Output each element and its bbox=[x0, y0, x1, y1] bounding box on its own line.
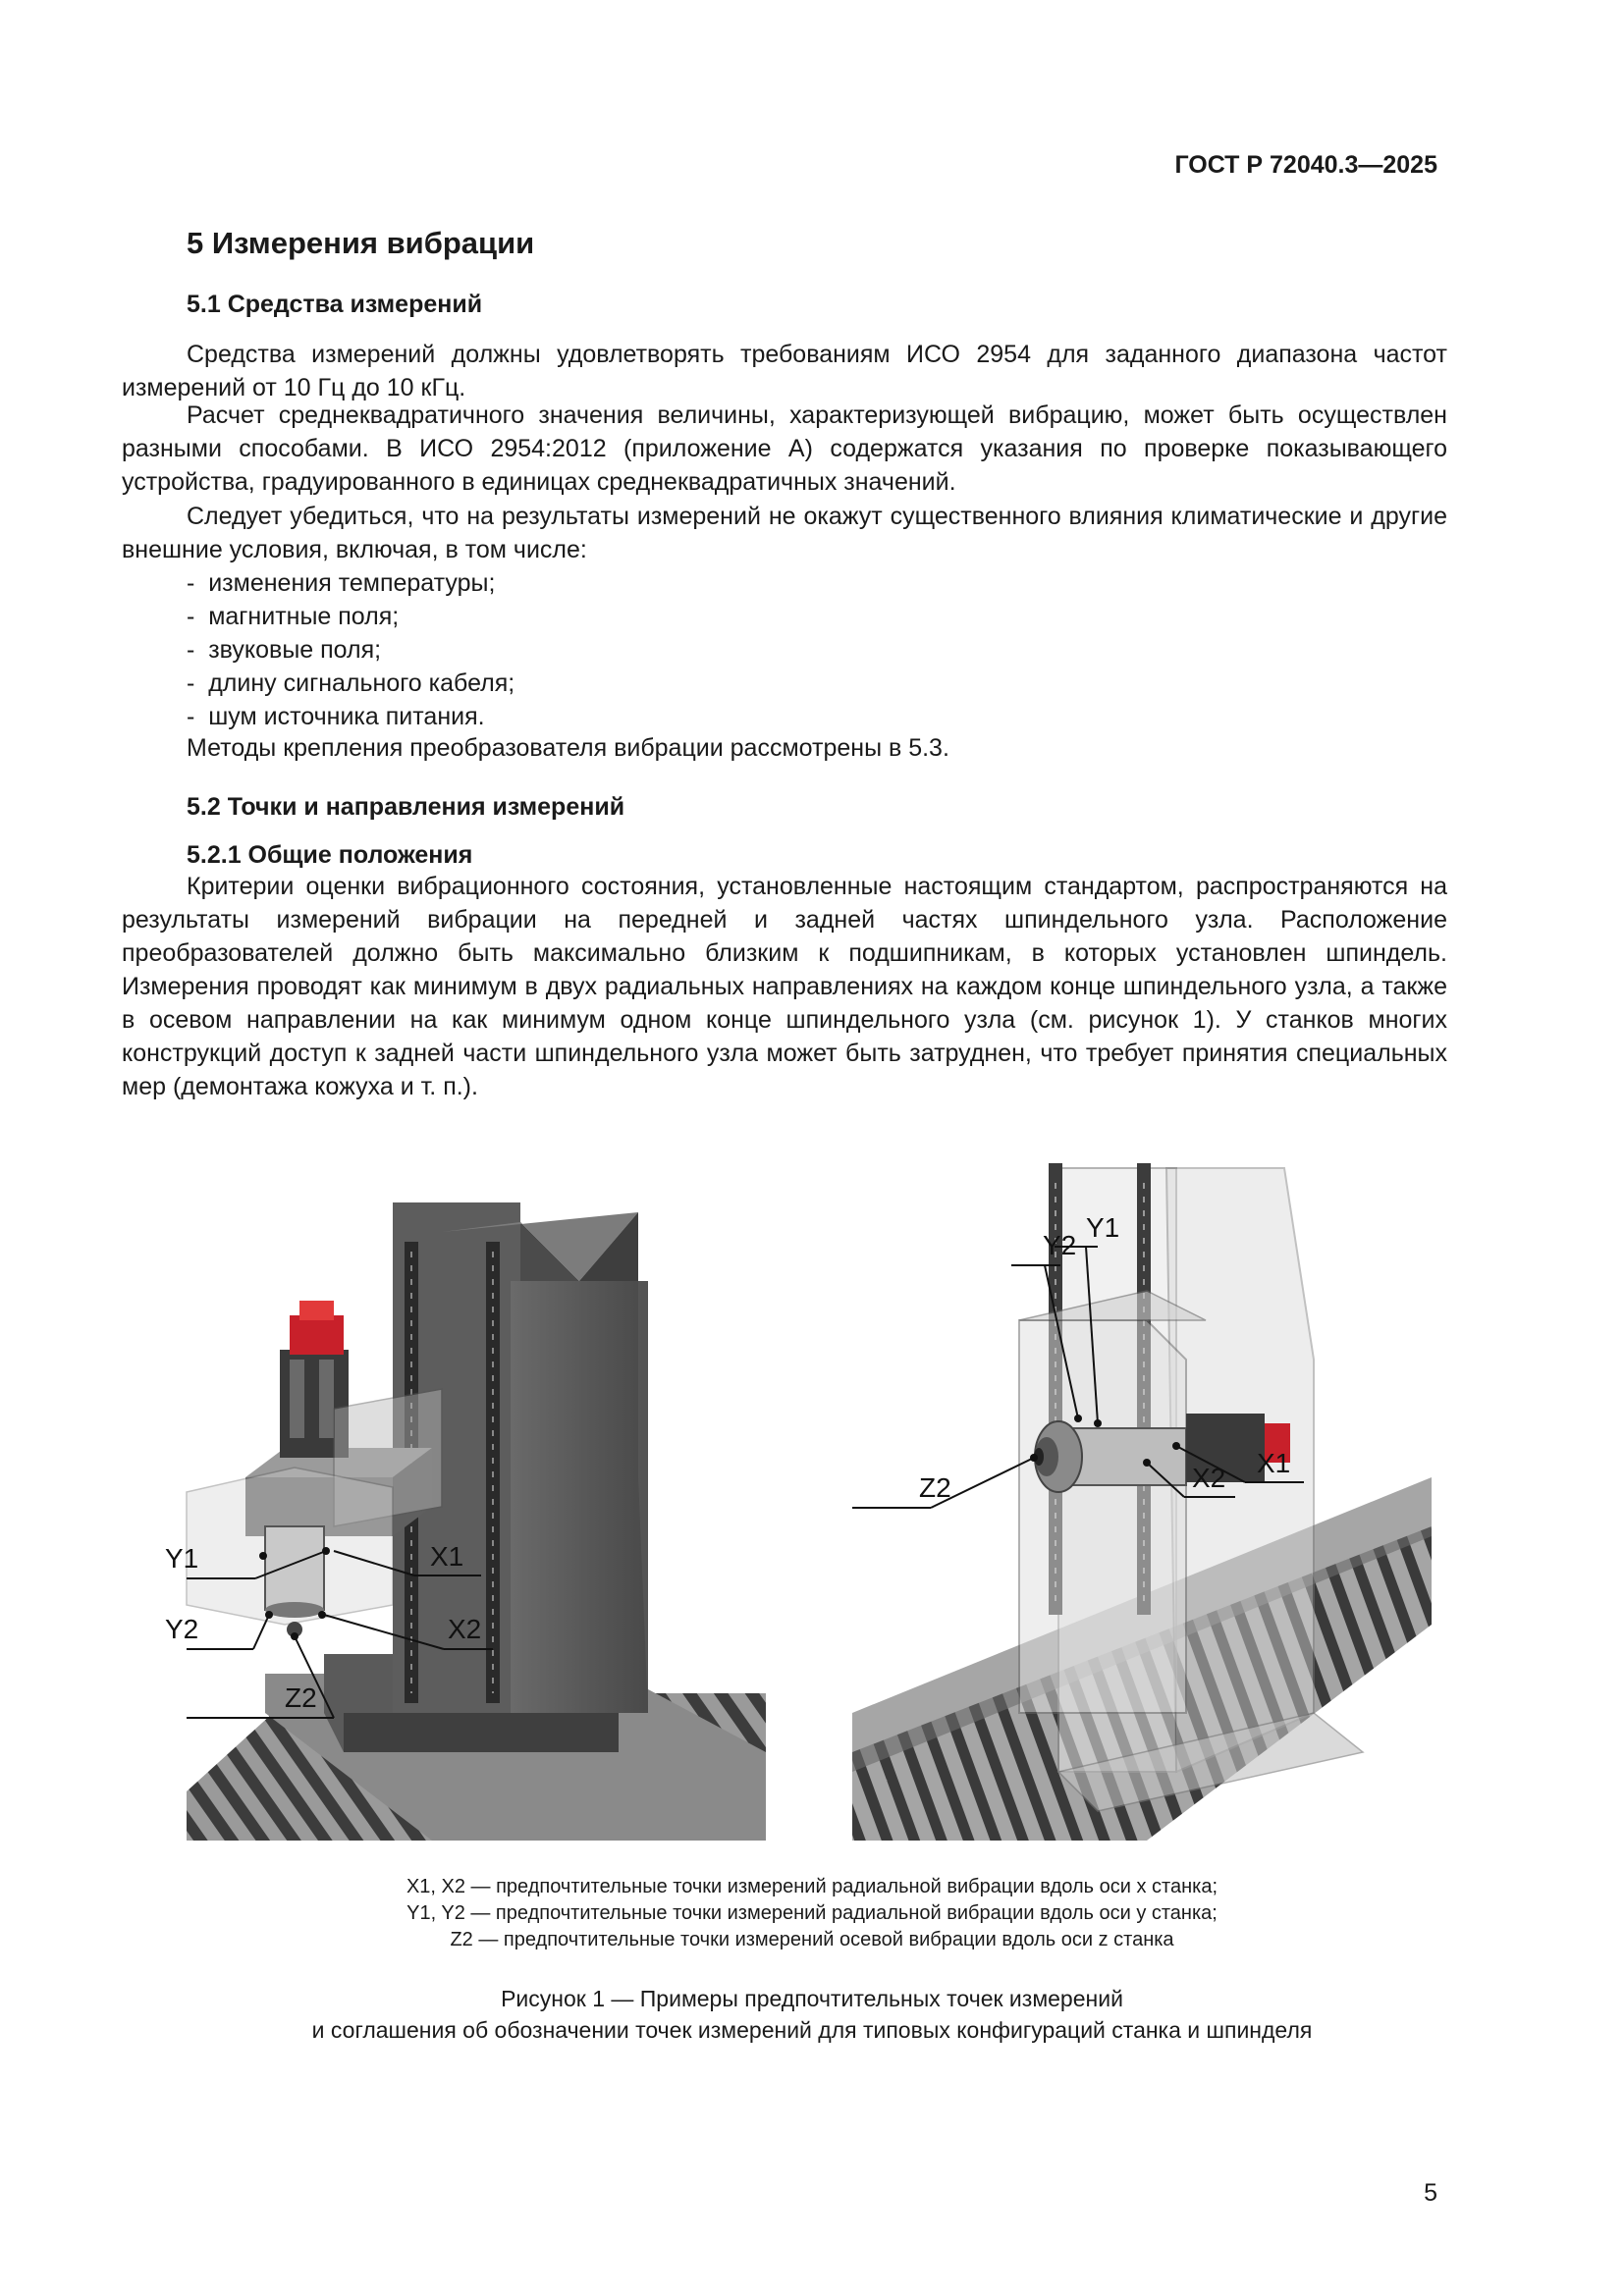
list-item: - длину сигнального кабеля; bbox=[187, 667, 514, 700]
label-y1-right: Y1 bbox=[1086, 1212, 1120, 1243]
subsection-5-2-1-title: 5.2.1 Общие положения bbox=[187, 841, 473, 869]
subsection-5-2-title: 5.2 Точки и направления измерений bbox=[187, 793, 625, 821]
label-x1-right: X1 bbox=[1257, 1448, 1291, 1478]
label-y1-left: Y1 bbox=[165, 1543, 199, 1574]
label-y2-right: Y2 bbox=[1043, 1230, 1077, 1260]
spindle-carriage bbox=[1019, 1320, 1186, 1713]
paragraph-5-1-4: Методы крепления преобразователя вибрации рассмотрены в 5.3. bbox=[187, 734, 949, 762]
paragraph-5-2-1: Критерии оценки вибрационного состояния, установленные настоящим стандартом, распространяются на результаты измерений вибрации на передней и задней частях шпиндельного узла. Расположение преобразователей должно быть максимально близким к подшипникам, в которых установлен шпиндель. Измерения проводят как минимум в двух радиальных направлениях на каждом конце шпиндельного узла, а также в осевом направлении на как минимум одном конце шпиндельного узла (см. рисунок 1). У станков многих конструкций доступ к задней части шпиндельного узла может быть затруднен, что требует принятия специальных мер (демонтажа кожуха и т. п.). bbox=[122, 873, 1447, 1100]
paragraph-5-1-3: Следует убедиться, что на результаты измерений не окажут существенного влияния климатические и другие внешние условия, включая, в том числе: bbox=[122, 503, 1447, 563]
figure-legend bbox=[0, 1874, 1624, 1953]
caption-line-2: и соглашения об обозначении точек измерений для типовых конфигураций станка и шпинделя bbox=[311, 2017, 1313, 2043]
document-code-header: ГОСТ Р 72040.3—2025 bbox=[1174, 151, 1437, 179]
machine-illustration-left bbox=[165, 1163, 766, 1841]
paragraph-5-1-2: Расчет среднеквадратичного значения величины, характеризующей вибрацию, может быть осуществлен разными способами. В ИСО 2954:2012 (приложение А) содержатся указания по проверке показывающего устройства, градуированного в единицах среднеквадратичных значений. bbox=[122, 401, 1447, 496]
list-item: - магнитные поля; bbox=[187, 600, 514, 633]
caption-line-1: Рисунок 1 — Примеры предпочтительных точек измерений bbox=[501, 1986, 1123, 2011]
page-number: 5 bbox=[1424, 2179, 1437, 2207]
list-item: - звуковые поля; bbox=[187, 633, 514, 667]
label-y2-left: Y2 bbox=[165, 1614, 199, 1644]
section-title: 5 Измерения вибрации bbox=[187, 226, 535, 260]
legend-line: X1, X2 — предпочтительные точки измерений радиальной вибрации вдоль оси x станка; bbox=[406, 1876, 1218, 1897]
list-item: - изменения температуры; bbox=[187, 566, 514, 600]
conditions-list bbox=[187, 566, 514, 733]
legend-line: Z2 — предпочтительные точки измерений осевой вибрации вдоль оси z станка bbox=[450, 1929, 1174, 1950]
label-x2-left: X2 bbox=[448, 1614, 482, 1644]
subsection-5-1-title: 5.1 Средства измерений bbox=[187, 291, 483, 318]
figure-caption bbox=[0, 1983, 1624, 2046]
paragraph-5-1-1: Средства измерений должны удовлетворять требованиям ИСО 2954 для заданного диапазона частот измерений от 10 Гц до 10 кГц. bbox=[122, 341, 1447, 401]
spindle-body bbox=[265, 1526, 324, 1610]
legend-line: Y1, Y2 — предпочтительные точки измерений радиальной вибрации вдоль оси y станка; bbox=[406, 1902, 1218, 1924]
machine-illustration-right bbox=[852, 1163, 1432, 1841]
list-item: - шум источника питания. bbox=[187, 700, 514, 733]
motor-cap-red bbox=[290, 1315, 344, 1355]
label-z2-right: Z2 bbox=[919, 1472, 951, 1503]
label-x1-left: X1 bbox=[430, 1541, 464, 1572]
label-z2-left: Z2 bbox=[285, 1682, 317, 1713]
label-x2-right: X2 bbox=[1192, 1463, 1226, 1493]
